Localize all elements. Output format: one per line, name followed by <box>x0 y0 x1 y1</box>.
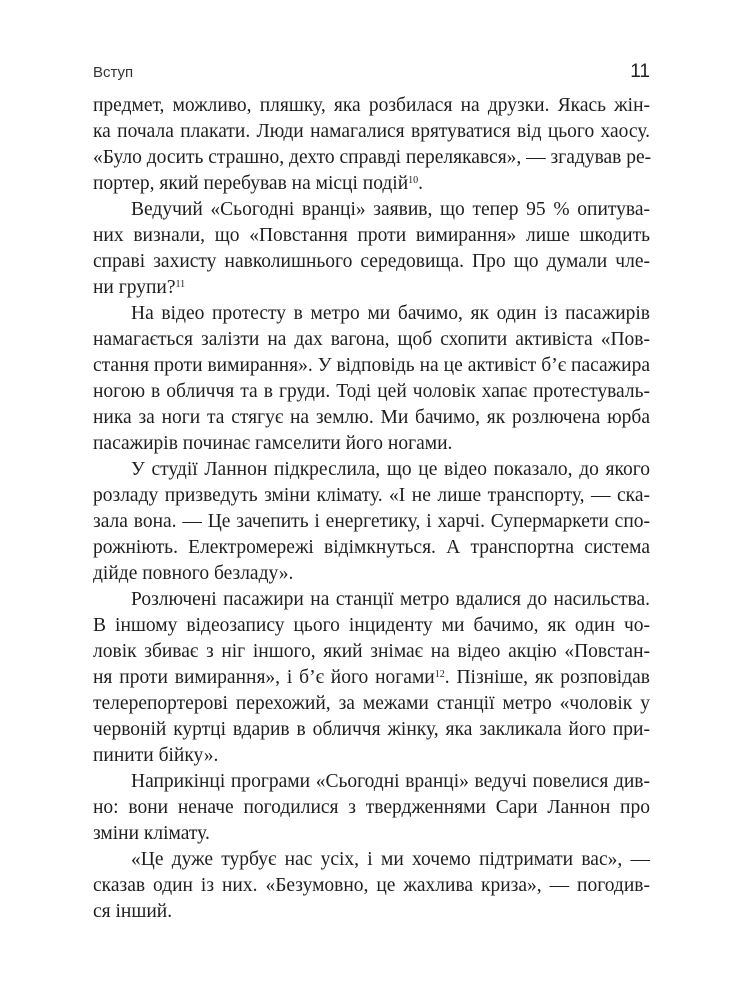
text-line-content: «Було досить страшно, дехто справді перелякався», — згадував ре- <box>93 147 652 168</box>
text-line-continuation: . <box>418 173 424 194</box>
text-line <box>93 639 650 665</box>
text-line-content: зала вона. — Це зачепить і енергетику, і харчі. Супермаркети спо- <box>93 511 650 532</box>
text-line <box>93 457 650 483</box>
text-line <box>93 301 650 327</box>
text-line-content: ника за ноги та стягує на землю. Ми бачимо, як розлючена юрба <box>93 407 650 428</box>
text-line <box>93 197 650 223</box>
text-line-content: Наприкінці програми «Сьогодні вранці» ведучі повелися див- <box>131 771 650 792</box>
text-line <box>93 483 650 509</box>
text-line <box>93 587 650 613</box>
text-line-content: У студії Ланнон підкреслила, що це відео показало, до якого <box>131 459 650 480</box>
text-line-continuation: . Пізніше, як розповідав <box>444 667 650 688</box>
text-line-content: В іншому відеозапису цього інциденту ми бачимо, як один чо- <box>93 615 650 636</box>
text-line-content: ся інший. <box>93 901 173 922</box>
text-line <box>93 717 650 743</box>
text-line-content: сказав один із них. «Безумовно, це жахлива криза», — погодив- <box>93 875 650 896</box>
text-line-content: розладу призведуть зміни клімату. «І не лише транспорту, — ска- <box>93 485 650 506</box>
text-line <box>93 353 650 379</box>
text-line-content: них визнали, що «Повстання проти вимирання» лише шкодить <box>93 225 650 246</box>
text-line-content: пинити бійку». <box>93 745 219 766</box>
text-line <box>93 275 650 301</box>
text-line-content: портер, який перебував на місці подій <box>93 173 409 194</box>
text-line <box>93 405 650 431</box>
text-line <box>93 847 650 873</box>
text-line-content: зміни клімату. <box>93 823 210 844</box>
text-line <box>93 431 650 457</box>
text-line-content: ни групи? <box>93 277 176 298</box>
page-number: 11 <box>630 61 650 82</box>
text-line <box>93 327 650 353</box>
text-line <box>93 899 650 925</box>
footnote-reference[interactable]: 11 <box>175 279 186 290</box>
running-header-section: Вступ <box>93 64 134 81</box>
text-line-content: пасажирів починає гамселити його ногами. <box>93 433 453 454</box>
text-line-content: справі захисту навколишнього середовища. Про що думали чле- <box>93 251 650 272</box>
footnote-reference[interactable]: 12 <box>434 669 445 680</box>
text-line-content: ня проти вимирання», і б’є його ногами <box>93 667 435 688</box>
text-line <box>93 613 650 639</box>
text-line-content: «Це дуже турбує нас усіх, і ми хочемо підтримати вас», — <box>131 849 650 870</box>
text-line-content: но: вони неначе погодилися з твердженнями Сари Ланнон про <box>93 797 650 818</box>
text-line <box>93 223 650 249</box>
text-line <box>93 561 650 587</box>
text-line <box>93 249 650 275</box>
text-line <box>93 509 650 535</box>
text-line-content: стання проти вимирання». У відповідь на це активіст б’є пасажира <box>93 355 650 376</box>
text-line <box>93 119 650 145</box>
text-line-content: На відео протесту в метро ми бачимо, як один із пасажирів <box>131 303 650 324</box>
text-line-content: предмет, можливо, пляшку, яка розбилася на друзки. Якась жін- <box>93 95 650 116</box>
text-line-content: Ведучий «Сьогодні вранці» заявив, що тепер 95 % опитува- <box>131 199 650 220</box>
text-line-content: червоній куртці вдарив в обличчя жінку, яка закликала його при- <box>93 719 650 740</box>
text-line <box>93 665 650 691</box>
text-line <box>93 145 650 171</box>
text-line-content: ногою в обличчя та в груди. Тоді цей чоловік хапає протестуваль- <box>93 381 650 402</box>
text-line-content: телерепортерові перехожий, за межами станції метро «чоловік у <box>93 693 650 714</box>
text-line-content: намагається залізти на дах вагона, щоб схопити активіста «Пов- <box>93 329 650 350</box>
text-line-content: ловік збиває з ніг іншого, який знімає на відео акцію «Повстан- <box>93 641 650 662</box>
text-line-content: ка почала плакати. Люди намагалися врятуватися від цього хаосу. <box>93 121 650 142</box>
text-line <box>93 795 650 821</box>
text-line <box>93 691 650 717</box>
text-line <box>93 379 650 405</box>
text-line <box>93 769 650 795</box>
text-line <box>93 171 650 197</box>
text-line <box>93 873 650 899</box>
text-line-content: рожніють. Електромережі відімкнуться. А транспортна система <box>93 537 650 558</box>
page-body-text <box>93 93 650 925</box>
text-line-content: дійде повного безладу». <box>93 563 294 584</box>
text-line-content: Розлючені пасажири на станції метро вдалися до насильства. <box>131 589 650 610</box>
text-line <box>93 93 650 119</box>
text-line <box>93 821 650 847</box>
footnote-reference[interactable]: 10 <box>408 175 419 186</box>
text-line <box>93 535 650 561</box>
text-line <box>93 743 650 769</box>
